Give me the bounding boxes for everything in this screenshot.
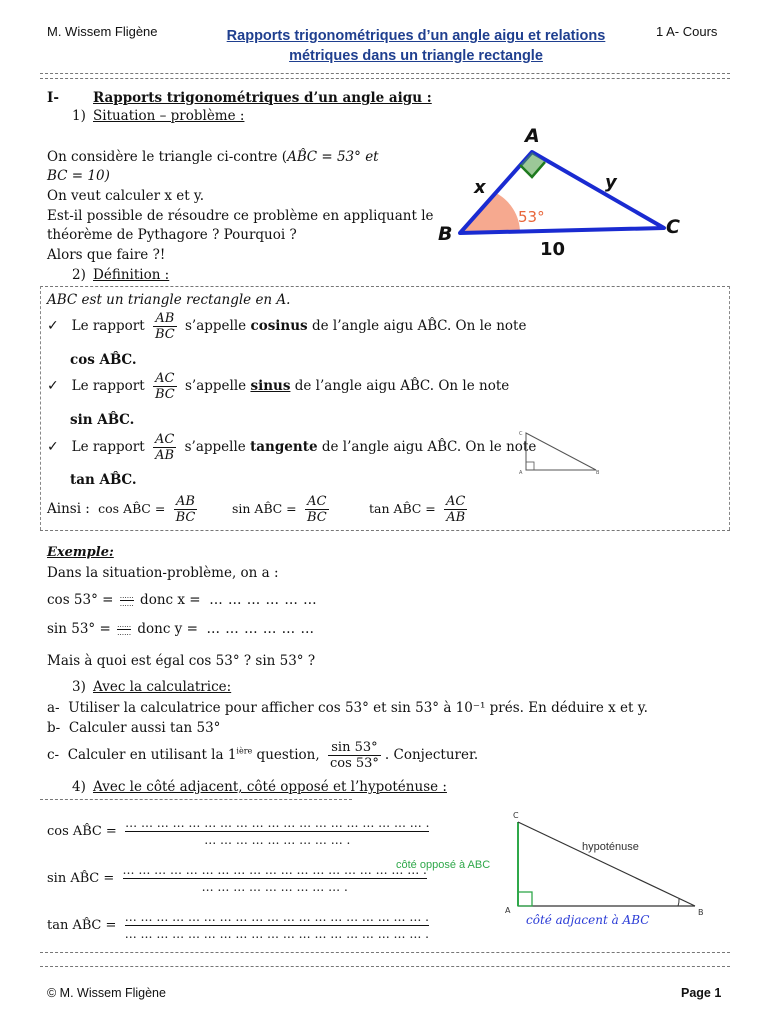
separator-top-2 — [40, 78, 730, 79]
note-cos: cos AB̂C. — [70, 352, 137, 368]
footer-page-number: Page 1 — [681, 986, 722, 1000]
problem-line-1: On considère le triangle ci-contre (AB̂C = 53° et — [47, 149, 379, 165]
subsection-3-number: 3) — [72, 679, 86, 695]
figure-sides-triangle — [388, 804, 718, 938]
note-sin: sin AB̂C. — [70, 412, 135, 428]
fig1-label-y: y — [605, 172, 617, 193]
fig3-label-a: A — [505, 906, 511, 915]
fig3-adjacent-label: côté adjacent à ABC — [526, 913, 650, 927]
author-name: M. Wissem Fligène — [47, 24, 158, 39]
definition-box-right — [729, 286, 730, 530]
footer-copyright: © M. Wissem Fligène — [47, 986, 166, 1000]
definition-item-sinus: ✓ Le rapport $\frac{AC}{BC}$ s’appelle sinus de l’angle aigu AB̂C. On le note — [47, 371, 510, 402]
definition-intro: ABC est un triangle rectangle en A. — [47, 292, 291, 308]
fig2-label-a: A — [519, 470, 523, 476]
subsection-1-number: 1) — [72, 108, 86, 124]
fig1-label-c: C — [666, 216, 680, 238]
cotes-sin-row: sin AB̂C = … … … … … … … … … … … … … … … … … … … . … … … … … … … … … . — [47, 863, 427, 894]
section-heading: Rapports trigonométriques d’un angle aigu : — [93, 90, 432, 106]
definition-box-bottom — [40, 530, 730, 531]
definition-item-tangente: ✓ Le rapport $\frac{AC}{AB}$ s’appelle tangente de l’angle aigu AB̂C. On le note — [47, 432, 537, 463]
title-line-1: Rapports trigonométriques d’un angle aigu et relations — [226, 28, 606, 44]
calc-item-a: a- Utiliser la calculatrice pour afficher cos 53° et sin 53° à 10⁻¹ prés. En déduire x et y. — [47, 700, 648, 716]
problem-line-5: théorème de Pythagore ? Pourquoi ? — [47, 227, 297, 243]
document-title — [196, 26, 636, 66]
definition-box-top — [40, 286, 730, 287]
separator-bottom — [40, 952, 730, 953]
calc-item-c: c- Calculer en utilisant la $1^{ière}$ question, $\frac{\sin 53^\circ}{\cos 53^\circ}$ . Conjecturer. — [47, 740, 479, 771]
fig1-angle-label: 53° — [518, 208, 545, 226]
hypotenuse-side — [518, 822, 695, 906]
right-angle-marker — [518, 892, 532, 906]
figure-small-triangle — [516, 428, 604, 478]
separator-bottom-2 — [40, 966, 730, 967]
exemple-sin-row: sin 53° = …… …… donc y = … … … … … … — [47, 621, 315, 637]
subsection-3-title: Avec la calculatrice: — [93, 679, 232, 695]
fig3-label-c: C — [513, 811, 519, 820]
fig1-label-x: x — [474, 177, 486, 198]
fig1-label-a: A — [525, 125, 540, 147]
check-icon: ✓ — [47, 439, 59, 455]
fig2-label-c: C — [519, 431, 523, 437]
fig3-label-b: B — [698, 908, 704, 917]
section-number: I- — [47, 90, 59, 106]
subsection-4-title: Avec le côté adjacent, côté opposé et l’hypoténuse : — [93, 779, 447, 795]
cotes-tan-row: tan AB̂C = … … … … … … … … … … … … … … … … … … … . … … … … … … … … … … … … … … … … … … … . — [47, 910, 429, 941]
subsection-2-title: Définition : — [93, 267, 170, 283]
separator-top — [40, 73, 730, 74]
check-icon: ✓ — [47, 318, 59, 334]
subsection-2-number: 2) — [72, 267, 86, 283]
problem-line-3: On veut calculer x et y. — [47, 188, 205, 204]
formula-tan: tan AB̂C = $\frac{AC}{AB}$ — [369, 494, 466, 525]
definition-item-cosinus: ✓ Le rapport $\frac{AB}{BC}$ s’appelle cosinus de l’angle aigu AB̂C. On le note — [47, 311, 527, 342]
ratio-ab-bc: $\frac{AB}{BC}$ — [154, 311, 175, 342]
fig1-label-b: B — [438, 223, 453, 245]
fig3-hypotenuse-label: hypoténuse — [582, 841, 639, 853]
exemple-cos-row: cos 53° = …… …… donc x = … … … … … … — [47, 592, 318, 608]
figure-triangle-abc — [432, 120, 692, 260]
fig3-opposite-label: côté opposé à ABC — [396, 859, 491, 871]
subsection-4-number: 4) — [72, 779, 86, 795]
fig1-base-label: 10 — [540, 239, 566, 260]
exemple-question: Mais à quoi est égal cos 53° ? sin 53° ? — [47, 653, 316, 669]
class-label: 1 A- Cours — [656, 24, 718, 39]
problem-line-2: BC = 10) — [47, 168, 110, 184]
definition-box-left — [40, 286, 41, 530]
cotes-box-top — [40, 799, 352, 800]
exemple-title: Exemple: — [47, 545, 114, 560]
fig2-label-b: B — [596, 470, 600, 476]
ainsi-formulas: Ainsi : cos AB̂C = $\frac{AB}{BC}$ — [47, 494, 196, 525]
note-tan: tan AB̂C. — [70, 472, 137, 488]
ratio-ac-bc: $\frac{AC}{BC}$ — [154, 371, 175, 402]
exemple-intro: Dans la situation-problème, on a : — [47, 565, 279, 581]
title-line-2: métriques dans un triangle rectangle — [289, 48, 543, 64]
problem-line-4: Est-il possible de résoudre ce problème en appliquant le — [47, 208, 434, 224]
check-icon: ✓ — [47, 378, 59, 394]
problem-line-6: Alors que faire ?! — [47, 247, 166, 263]
cotes-cos-row: cos AB̂C = … … … … … … … … … … … … … … … … … … … . … … … … … … … … … . — [47, 816, 430, 847]
formula-sin: sin AB̂C = $\frac{AC}{BC}$ — [232, 494, 327, 525]
subsection-1-title: Situation – problème : — [93, 108, 245, 124]
calc-item-b: b- Calculer aussi tan 53° — [47, 720, 221, 736]
ratio-ac-ab: $\frac{AC}{AB}$ — [154, 432, 175, 463]
